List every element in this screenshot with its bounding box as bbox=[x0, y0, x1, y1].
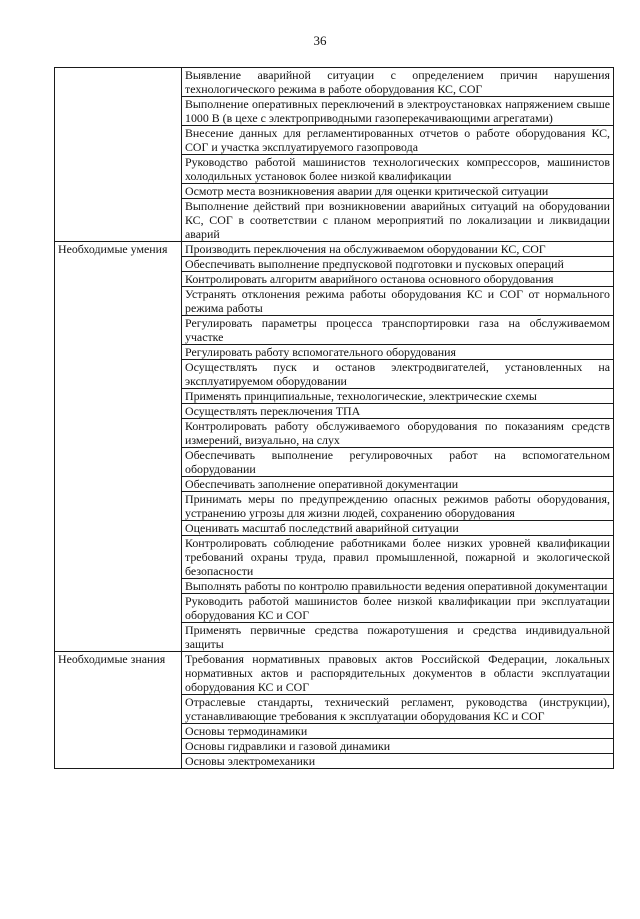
competency-table-body bbox=[55, 68, 614, 769]
table-row bbox=[55, 242, 614, 257]
table-cell: Выполнение действий при возникновении аварийных ситуаций на оборудовании КС, СОГ в соответствии с планом мероприятий по локализации и ликвидации аварий bbox=[182, 199, 614, 242]
table-cell: Основы электромеханики bbox=[182, 754, 614, 769]
section-label: Необходимые умения bbox=[55, 242, 182, 652]
table-cell: Контролировать соблюдение работниками более низких уровней квалификации требований охраны труда, правил промышленной, пожарной и экологической безопасности bbox=[182, 536, 614, 579]
table-cell: Выполнение оперативных переключений в электроустановках напряжением свыше 1000 В (в цехе с электроприводными газоперекачивающими агрегатами) bbox=[182, 97, 614, 126]
table-cell: Основы гидравлики и газовой динамики bbox=[182, 739, 614, 754]
table-cell: Производить переключения на обслуживаемом оборудовании КС, СОГ bbox=[182, 242, 614, 257]
table-cell: Устранять отклонения режима работы оборудования КС и СОГ от нормального режима работы bbox=[182, 287, 614, 316]
table-cell: Применять принципиальные, технологические, электрические схемы bbox=[182, 389, 614, 404]
table-cell: Обеспечивать выполнение регулировочных работ на вспомогательном оборудовании bbox=[182, 448, 614, 477]
section-label bbox=[55, 68, 182, 242]
table-cell: Выполнять работы по контролю правильности ведения оперативной документации bbox=[182, 579, 614, 594]
table-cell: Применять первичные средства пожаротушения и средства индивидуальной защиты bbox=[182, 623, 614, 652]
table-row bbox=[55, 68, 614, 97]
table-cell: Обеспечивать заполнение оперативной документации bbox=[182, 477, 614, 492]
table-cell: Обеспечивать выполнение предпусковой подготовки и пусковых операций bbox=[182, 257, 614, 272]
table-cell: Контролировать работу обслуживаемого оборудования по показаниям средств измерений, визуально, на слух bbox=[182, 419, 614, 448]
table-cell: Выявление аварийной ситуации с определением причин нарушения технологического режима в работе оборудования КС, СОГ bbox=[182, 68, 614, 97]
page-number: 36 bbox=[313, 33, 327, 48]
table-cell: Руководство работой машинистов технологических компрессоров, машинистов холодильных установок более низкой квалификации bbox=[182, 155, 614, 184]
table-cell: Основы термодинамики bbox=[182, 724, 614, 739]
table-cell: Оценивать масштаб последствий аварийной ситуации bbox=[182, 521, 614, 536]
section-label: Необходимые знания bbox=[55, 652, 182, 769]
table-cell: Отраслевые стандарты, технический регламент, руководства (инструкции), устанавливающие требования к эксплуатации оборудования КС и СОГ bbox=[182, 695, 614, 724]
table-cell: Требования нормативных правовых актов Российской Федерации, локальных нормативных актов и распорядительных документов в области эксплуатации оборудования КС и СОГ bbox=[182, 652, 614, 695]
table-cell: Контролировать алгоритм аварийного останова основного оборудования bbox=[182, 272, 614, 287]
competency-table bbox=[54, 67, 614, 769]
table-cell: Принимать меры по предупреждению опасных режимов работы оборудования, устранению угрозы для жизни людей, сохранению оборудования bbox=[182, 492, 614, 521]
table-cell: Внесение данных для регламентированных отчетов о работе оборудования КС, СОГ и участка эксплуатируемого газопровода bbox=[182, 126, 614, 155]
table-cell: Регулировать работу вспомогательного оборудования bbox=[182, 345, 614, 360]
table-cell: Регулировать параметры процесса транспортировки газа на обслуживаемом участке bbox=[182, 316, 614, 345]
table-row bbox=[55, 652, 614, 695]
table-cell: Руководить работой машинистов более низкой квалификации при эксплуатации оборудования КС и СОГ bbox=[182, 594, 614, 623]
table-cell: Осуществлять пуск и останов электродвигателей, установленных на эксплуатируемом оборудовании bbox=[182, 360, 614, 389]
table-cell: Осмотр места возникновения аварии для оценки критической ситуации bbox=[182, 184, 614, 199]
table-cell: Осуществлять переключения ТПА bbox=[182, 404, 614, 419]
